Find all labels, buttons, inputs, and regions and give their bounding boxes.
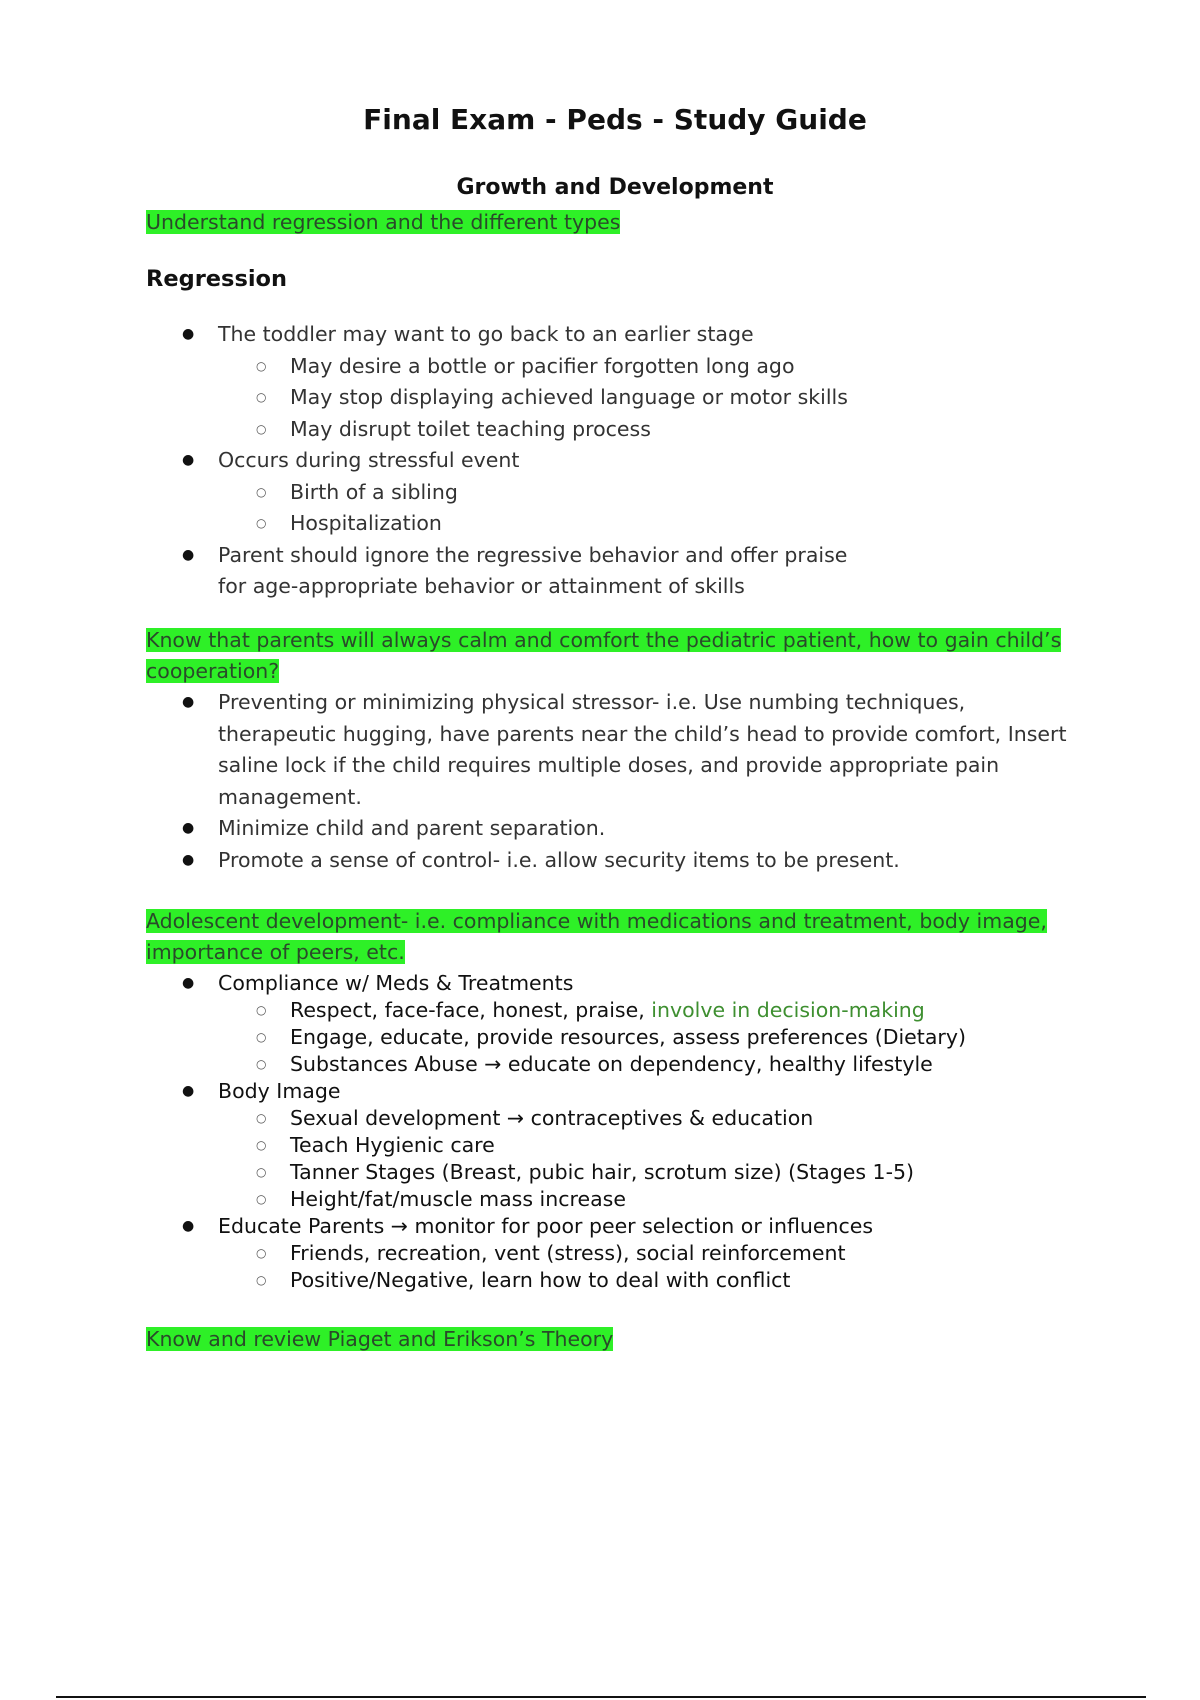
highlight-cooperation-objective — [146, 625, 1076, 686]
sub-list-item: ○ May disrupt toilet teaching process — [218, 414, 1086, 446]
highlight-text: Know that parents will always calm and comfort the pediatric patient, how to gain child’s cooperation? — [146, 628, 1062, 683]
green-emphasis-text: involve in decision-making — [651, 998, 925, 1022]
list-item-text: Compliance w/ Meds & Treatments — [218, 971, 574, 995]
list-item: ● Minimize child and parent separation. — [146, 813, 1086, 845]
highlight-text: Know and review Piaget and Erikson’s Theory — [146, 1327, 614, 1351]
list-item — [146, 970, 1086, 1078]
highlight-adolescent-objective — [146, 906, 1056, 967]
sub-list-item: ○ Sexual development → contraceptives & education — [218, 1105, 1086, 1132]
sub-list — [218, 477, 1086, 540]
document-title: Final Exam - Peds - Study Guide — [363, 103, 867, 136]
regression-section — [146, 262, 1086, 296]
sub-list-item: ○ Friends, recreation, vent (stress), social reinforcement — [218, 1240, 1086, 1267]
highlight-theory-objective — [146, 1324, 1086, 1355]
sub-list-item: ○ Teach Hygienic care — [218, 1132, 1086, 1159]
section-title: Growth and Development — [456, 175, 774, 200]
sub-list-item: ○ Engage, educate, provide resources, assess preferences (Dietary) — [218, 1024, 1086, 1051]
regression-heading: Regression — [146, 266, 288, 292]
sub-list-item: ○ Tanner Stages (Breast, pubic hair, scrotum size) (Stages 1-5) — [218, 1159, 1086, 1186]
sub-list-item-text: Respect, face-face, honest, praise, — [290, 998, 652, 1022]
sub-list — [218, 1240, 1086, 1294]
sub-list-item: ○ May stop displaying achieved language or motor skills — [218, 382, 1086, 414]
adolescent-list-block — [146, 970, 1086, 1294]
list-item: ● Preventing or minimizing physical stressor- i.e. Use numbing techniques, therapeutic hugging, have parents near the child’s head to provide comfort, Insert saline lock if the child requires multiple doses, and provide appropriate pain management. — [146, 687, 1086, 813]
list-item — [146, 445, 1086, 540]
footer-divider — [56, 1696, 1146, 1698]
cooperation-list-block — [146, 687, 1086, 876]
sub-list-item: ○ Birth of a sibling — [218, 477, 1086, 509]
sub-list — [218, 351, 1086, 446]
list-item-text: Educate Parents → monitor for poor peer selection or influences — [218, 1214, 874, 1238]
list-item — [146, 319, 1086, 445]
regression-list-block — [146, 319, 1086, 603]
sub-list — [218, 1105, 1086, 1213]
cooperation-list — [146, 687, 1086, 876]
adolescent-list — [146, 970, 1086, 1294]
sub-list — [218, 997, 1086, 1078]
sub-list-item: ○ May desire a bottle or pacifier forgotten long ago — [218, 351, 1086, 383]
sub-list-item: ○ Height/fat/muscle mass increase — [218, 1186, 1086, 1213]
list-item-text: Parent should ignore the regressive behavior and offer praise for age-appropriate behavior or attainment of skills — [218, 542, 848, 598]
sub-list-item: ○ Hospitalization — [218, 508, 1086, 540]
list-item-text: The toddler may want to go back to an earlier stage — [218, 322, 754, 346]
highlight-text: Understand regression and the different types — [146, 210, 621, 234]
list-item — [146, 540, 868, 603]
sub-list-item: ○ Substances Abuse → educate on dependency, healthy lifestyle — [218, 1051, 1086, 1078]
list-item — [146, 1078, 1086, 1213]
highlight-text: Adolescent development- i.e. compliance with medications and treatment, body image, importance of peers, etc. — [146, 909, 1047, 964]
list-item-text: Body Image — [218, 1079, 341, 1103]
sub-list-item — [218, 997, 1086, 1024]
regression-list — [146, 319, 1086, 603]
sub-list-item: ○ Positive/Negative, learn how to deal with conflict — [218, 1267, 1086, 1294]
list-item-text: Occurs during stressful event — [218, 448, 520, 472]
list-item — [146, 1213, 1086, 1294]
list-item: ● Promote a sense of control- i.e. allow security items to be present. — [146, 845, 1086, 877]
highlight-regression-objective — [146, 207, 1086, 238]
